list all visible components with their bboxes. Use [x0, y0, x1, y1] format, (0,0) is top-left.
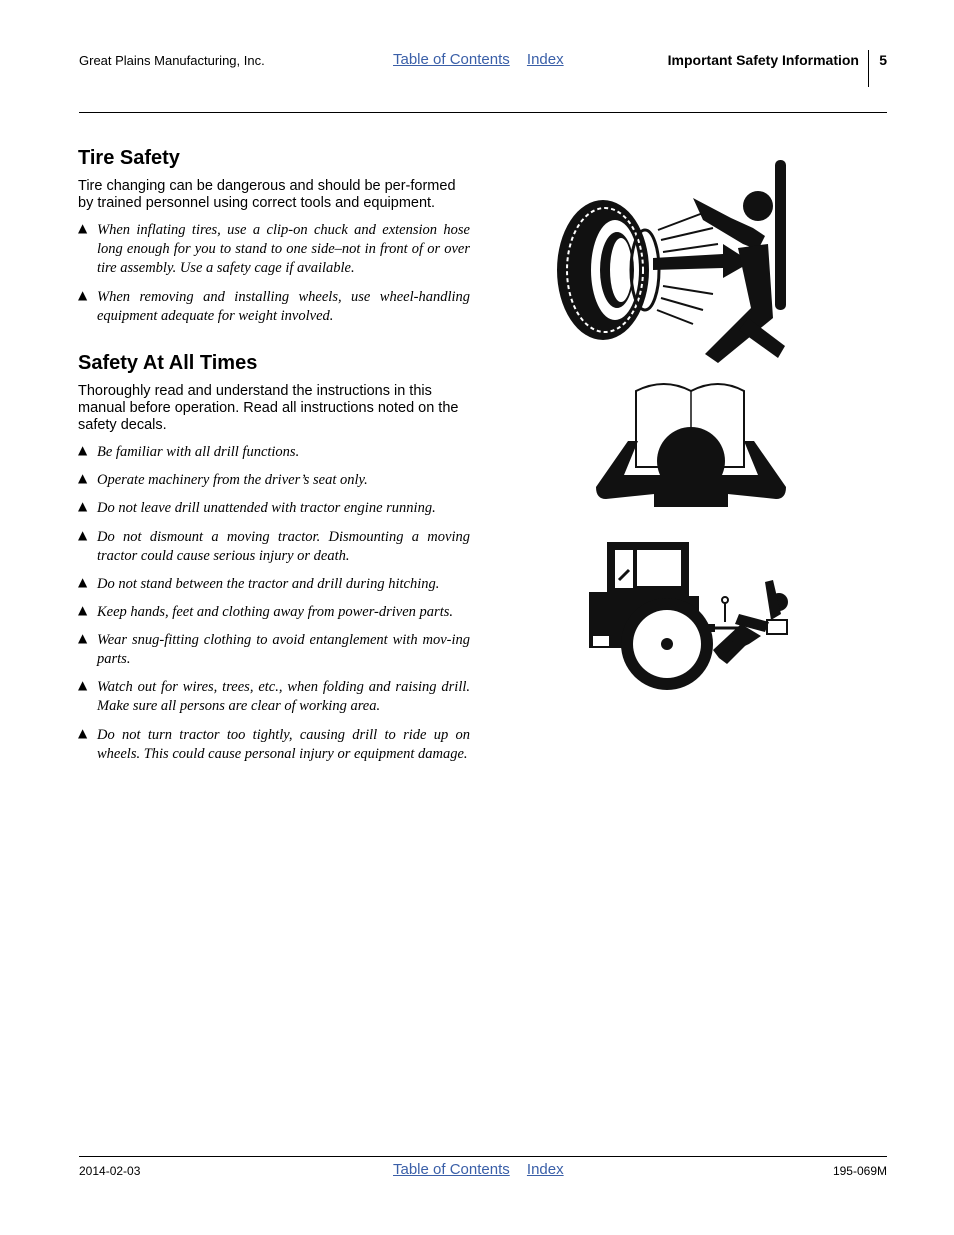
list-item: ▲ Be familiar with all drill functions.: [78, 443, 300, 461]
triangle-bullet-icon: ▲: [78, 527, 88, 542]
triangle-bullet-icon: ▲: [78, 443, 88, 458]
read-manual-icon: [594, 375, 788, 510]
main-content: [78, 146, 470, 773]
section-title: Important Safety Information: [667, 52, 859, 68]
footer-index-link[interactable]: Index: [526, 1161, 564, 1178]
triangle-bullet-icon: ▲: [78, 631, 88, 646]
list-item: ▲ Do not dismount a moving tractor. Dismounting a moving tractor could cause serious injury or death.: [78, 527, 470, 564]
list-item: ▲ Do not leave drill unattended with tractor engine running.: [78, 499, 436, 517]
triangle-bullet-icon: ▲: [78, 499, 88, 514]
page-header: [79, 50, 887, 90]
list-item: ▲ When removing and installing wheels, use wheel-handling equipment adequate for weight involved.: [78, 287, 470, 324]
safety-at-all-times-intro: Thoroughly read and understand the instructions in this manual before operation. Read all instructions noted on the safety decals.: [78, 382, 459, 434]
company-name: Great Plains Manufacturing, Inc.: [79, 53, 265, 68]
triangle-bullet-icon: ▲: [78, 725, 88, 740]
header-nav: [393, 51, 577, 68]
tire-explosion-icon: [553, 158, 793, 368]
triangle-bullet-icon: ▲: [78, 471, 88, 486]
tire-safety-intro: Tire changing can be dangerous and should be per-formed by trained personnel using correct tools and equipment.: [78, 178, 456, 212]
safety-at-all-times-heading: Safety At All Times: [78, 351, 258, 374]
footer-nav: [393, 1161, 577, 1178]
triangle-bullet-icon: ▲: [78, 287, 88, 302]
triangle-bullet-icon: ▲: [78, 602, 88, 617]
list-item: ▲ Do not turn tractor too tightly, causing drill to ride up on wheels. This could cause personal injury or equipment damage.: [78, 725, 470, 762]
list-item: ▲ When inflating tires, use a clip-on chuck and extension hose long enough for you to stand to one side–not in front of or over tire assembly. Use a safety cage if available.: [78, 221, 470, 277]
triangle-bullet-icon: ▲: [78, 574, 88, 589]
page-number: 5: [879, 52, 887, 68]
list-item: ▲ Keep hands, feet and clothing away from power-driven parts.: [78, 602, 453, 620]
index-link[interactable]: Index: [526, 51, 564, 68]
toc-link[interactable]: Table of Contents: [393, 51, 510, 68]
footer-date: 2014-02-03: [79, 1164, 141, 1178]
header-rule: [79, 112, 887, 113]
footer-toc-link[interactable]: Table of Contents: [393, 1161, 510, 1178]
header-divider: [868, 50, 869, 87]
list-item: ▲ Watch out for wires, trees, etc., when folding and raising drill. Make sure all persons are clear of working area.: [78, 678, 470, 715]
safety-at-all-times-list: [78, 443, 470, 764]
triangle-bullet-icon: ▲: [78, 221, 88, 236]
tire-safety-heading: Tire Safety: [78, 147, 180, 169]
triangle-bullet-icon: ▲: [78, 678, 88, 693]
tractor-hitching-icon: [589, 540, 792, 692]
document-number: 195-069M: [832, 1164, 887, 1178]
list-item: ▲ Do not stand between the tractor and drill during hitching.: [78, 574, 440, 592]
footer-rule: [79, 1156, 887, 1157]
list-item: ▲ Wear snug-fitting clothing to avoid entanglement with mov-ing parts.: [78, 631, 470, 668]
tire-safety-list: [78, 221, 470, 326]
list-item: ▲ Operate machinery from the driver’s seat only.: [78, 471, 368, 489]
